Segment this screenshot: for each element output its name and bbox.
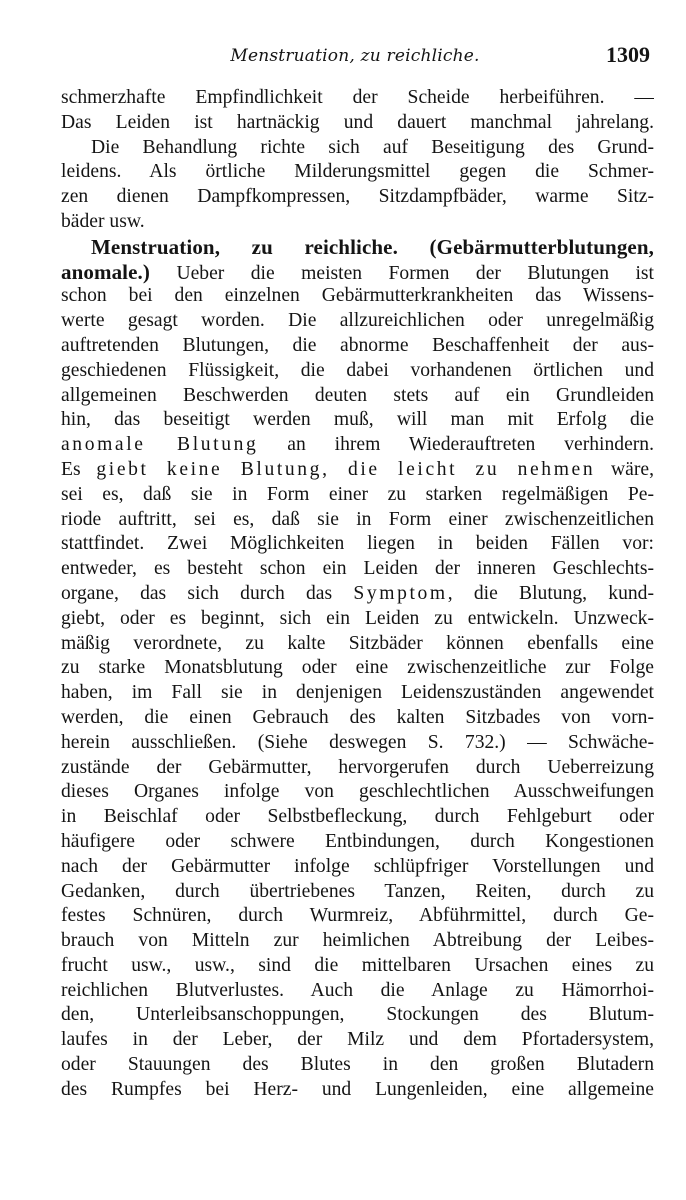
section-heading-continued: anomale.) [61, 259, 150, 284]
body-text [61, 86, 654, 1103]
text-line: Die Behandlung richte sich auf Beseitigung des Grund- [91, 136, 654, 158]
text-segment: , die Blutung, kund- [447, 582, 654, 604]
text-line: oder Stauungen des Blutes in den großen Blutadern [61, 1054, 654, 1076]
text-line: bäder usw. [61, 210, 145, 232]
text-line: riode auftritt, sei es, daß sie in Form einer zwischenzeitlichen [61, 508, 654, 530]
text-line: auftretenden Blutungen, die abnorme Beschaffenheit der aus- [61, 334, 654, 356]
text-line: frucht usw., usw., sind die mittelbaren Ursachen eines zu [61, 954, 654, 976]
text-line: entweder, es besteht schon ein Leiden der inneren Geschlechts- [61, 558, 654, 580]
emphasized-text: Symptom [353, 582, 448, 604]
text-line: haben, im Fall sie in denjenigen Leidenszuständen angewendet [61, 682, 654, 704]
text-segment: wäre, [611, 458, 654, 480]
text-line: schmerzhafte Empfindlichkeit der Scheide herbeiführen. — [61, 87, 654, 108]
text-line: mäßig verordnete, zu kalte Sitzbäder können ebenfalls eine [61, 632, 654, 654]
text-line: werden, die einen Gebrauch des kalten Sitzbades von vorn- [61, 706, 654, 728]
text-line: Das Leiden ist hartnäckig und dauert manchmal jahrelang. [61, 111, 654, 133]
running-title: Menstruation, zu reichliche. [230, 46, 480, 66]
text-line: sei es, daß sie in Form einer zu starken regelmäßigen Pe- [61, 483, 654, 505]
text-line: schon bei den einzelnen Gebärmutterkrankheiten das Wissens- [61, 285, 654, 307]
text-line: dieses Organes infolge von geschlechtlichen Ausschweifungen [61, 781, 654, 803]
text-segment: Es [61, 458, 81, 480]
text-line: zustände der Gebärmutter, hervorgerufen durch Ueberreizung [61, 756, 654, 778]
text-line: in Beischlaf oder Selbstbefleckung, durch Fehlgeburt oder [61, 806, 654, 828]
emphasized-text: anomale Blutung [61, 434, 259, 456]
text-line: den, Unterleibsanschoppungen, Stockungen des Blutum- [61, 1004, 654, 1026]
text-segment: organe, das sich durch das [61, 582, 333, 604]
text-line [61, 260, 654, 285]
text-segment: an ihrem Wiederauftreten verhindern. [287, 434, 654, 456]
text-line: reichlichen Blutverlustes. Auch die Anlage zu Hämorrhoi- [61, 979, 654, 1001]
text-line: stattfindet. Zwei Möglichkeiten liegen in beiden Fällen vor: [61, 533, 654, 555]
section-heading: Menstruation, zu reichliche. (Gebärmutterblutungen, [91, 234, 654, 259]
text-line: allgemeinen Beschwerden deuten stets auf ein Grundleiden [61, 384, 654, 406]
text-line: leidens. Als örtliche Milderungsmittel gegen die Schmer- [61, 161, 654, 183]
emphasized-text: giebt keine Blutung, die leicht zu nehmen [96, 458, 596, 480]
text-line [61, 582, 654, 607]
text-line: nach der Gebärmutter infolge schlüpfriger Vorstellungen und [61, 855, 654, 877]
text-segment: Ueber die meisten Formen der Blutungen ist [176, 262, 654, 284]
text-line: häufigere oder schwere Entbindungen, durch Kongestionen [61, 830, 654, 852]
page-number: 1309 [606, 42, 650, 67]
text-line: zu starke Monatsblutung oder eine zwischenzeitliche zur Folge [61, 657, 654, 679]
text-line: werte gesagt worden. Die allzureichlichen oder unregelmäßig [61, 310, 654, 332]
text-line: hin, das beseitigt werden muß, will man mit Erfolg die [61, 409, 654, 431]
text-line: geschiedenen Flüssigkeit, die dabei vorhandenen örtlichen und [61, 359, 654, 381]
text-line: Gedanken, durch übertriebenes Tanzen, Reiten, durch zu [61, 880, 654, 902]
text-line: festes Schnüren, durch Wurmreiz, Abführmittel, durch Ge- [61, 905, 654, 927]
text-line: zen dienen Dampfkompressen, Sitzdampfbäder, warme Sitz- [61, 186, 654, 208]
text-line: laufes in der Leber, der Milz und dem Pfortadersystem, [61, 1029, 654, 1051]
text-line [61, 458, 654, 483]
running-header [60, 42, 650, 72]
text-line: brauch von Mitteln zur heimlichen Abtreibung der Leibes- [61, 930, 654, 952]
text-line: des Rumpfes bei Herz- und Lungenleiden, eine allgemeine [61, 1078, 654, 1100]
text-line: herein ausschließen. (Siehe deswegen S. 732.) — Schwäche- [61, 731, 654, 753]
text-line [61, 433, 654, 458]
text-line: giebt, oder es beginnt, sich ein Leiden zu entwickeln. Unzweck- [61, 607, 654, 629]
